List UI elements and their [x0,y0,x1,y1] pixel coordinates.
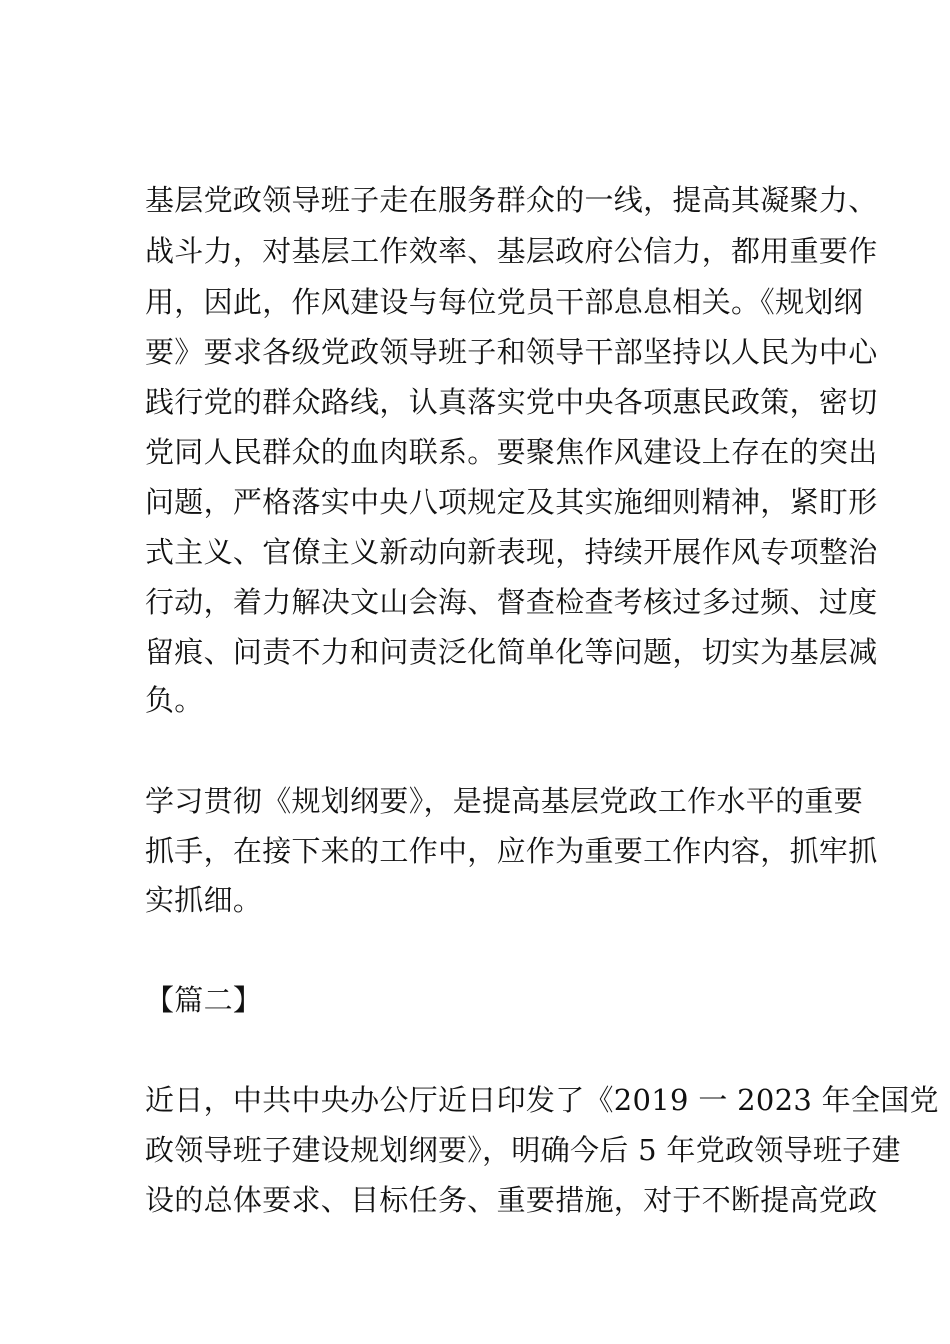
text-line: 战斗力，对基层工作效率、基层政府公信力，都用重要作 [145,234,878,268]
text-line: 式主义、官僚主义新动向新表现，持续开展作风专项整治 [145,535,878,569]
text-line: 基层党政领导班子走在服务群众的一线，提高其凝聚力、 [145,183,878,217]
text-line: 政领导班子建设规划纲要》，明确今后 5 年党政领导班子建 [145,1133,901,1167]
text-line: 践行党的群众路线，认真落实党中央各项惠民政策，密切 [145,385,878,419]
text-line: 近日，中共中央办公厅近日印发了《2019 一 2023 年全国党 [145,1083,939,1117]
text-line: 行动，着力解决文山会海、督查检查考核过多过频、过度 [145,585,878,619]
text-line: 党同人民群众的血肉联系。要聚焦作风建设上存在的突出 [145,435,878,469]
text-line: 负。 [145,683,204,717]
text-line: 实抓细。 [145,883,263,917]
text-line: 留痕、问责不力和问责泛化简单化等问题，切实为基层减 [145,635,878,669]
text-line: 学习贯彻《规划纲要》，是提高基层党政工作水平的重要 [145,784,864,818]
text-line: 问题，严格落实中央八项规定及其实施细则精神，紧盯形 [145,485,878,519]
text-line: 设的总体要求、目标任务、重要措施，对于不断提高党政 [145,1183,878,1217]
section-heading: 【篇二】 [145,983,263,1017]
text-line: 用，因此，作风建设与每位党员干部息息相关。《规划纲 [145,285,864,319]
text-line: 要》要求各级党政领导班子和领导干部坚持以人民为中心 [145,335,878,369]
text-line: 抓手，在接下来的工作中，应作为重要工作内容，抓牢抓 [145,834,878,868]
